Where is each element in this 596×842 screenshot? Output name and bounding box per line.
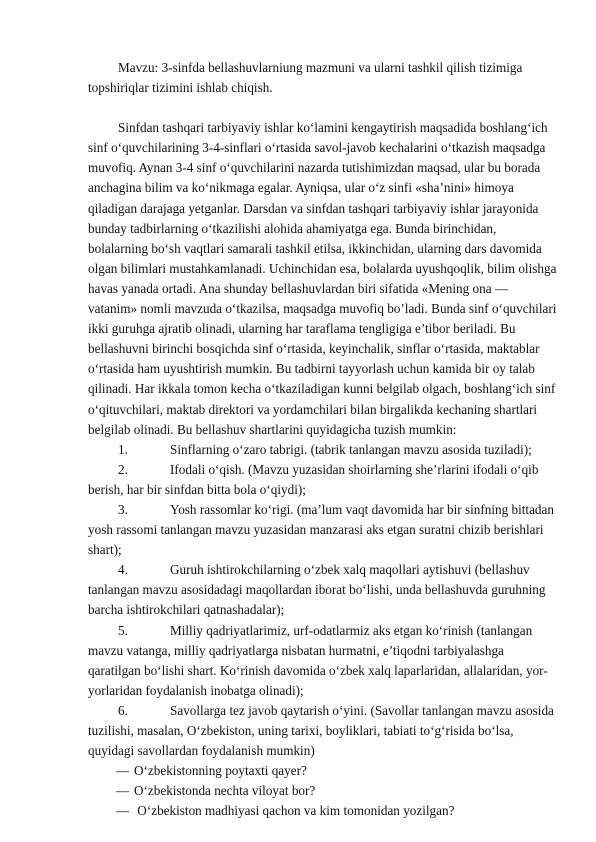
list-text: Sinflarning o‘zaro tabrigi. (tabrik tanlangan mavzu asosida tuziladi); [170, 441, 532, 457]
list-number: 3. [118, 501, 128, 517]
list-number: 2. [118, 461, 128, 477]
question-item [88, 761, 558, 781]
intro-paragraph: Sinfdan tashqari tarbiyaviy ishlar ko‘lamini kengaytirish maqsadida boshlang‘ich sinf o‘quvchilarining 3-4-sinflari o‘rtasida savol-javob kechalarini o‘tkazish maqsadga muvofiq. Aynan 3-4 sinf o‘quvchilarini nazarda tutishimizdan maqsad, ular bu borada anchagina bilim va ko‘nikmaga egalar. Ayniqsa, ular o‘z sinfi «sha’nini» himoya qiladigan darajaga yetganlar. Darsdan va sinfdan tashqari tarbiyaviy ishlar jarayonida bunday tadbirlarning o‘tkazilishi alohida ahamiyatga ega. Bunda birinchidan, bolalarning bo‘sh vaqtlari samarali tashkil etilsa, ikkinchidan, ularning dars davomida olgan bilimlari mustahkamlanadi. Uchinchidan esa, bolalarda uyushqoqlik, bilim olishga havas yanada ortadi. Ana shunday bellashuvlardan biri sifatida «Mening ona — vatanim» nomli mavzuda o‘tkazilsa, maqsadga muvofiq bo’ladi. Bunda sinf o‘quvchilari ikki guruhga ajratib olinadi, ularning har taraflama tengligiga e’tibor beriladi. Bu bellashuvni birinchi bosqichda sinf o‘rtasida, keyinchalik, sinflar o‘rtasida, maktablar o‘rtasida ham uyushtirish mumkin. Bu tadbirni tayyorlash uchun kamida bir oy talab qilinadi. Har ikkala tomon kecha o‘tkaziladigan kunni belgilab olgach, boshlang‘ich sinf o‘qituvchilari, maktab direktori va yordamchilari bilan birgalikda kechaning shartlari belgilab olinadi. Bu bellashuv shartlarini quyidagicha tuzish mumkin: [88, 120, 557, 437]
list-number: 6. [118, 702, 128, 718]
question-item [88, 801, 558, 821]
list-text: Ifodali o‘qish. (Mavzu yuzasidan shoirlarning she’rlarini ifodali o‘qib berish, har bir sinfdan bitta bola o‘qiydi); [88, 461, 539, 497]
list-item [88, 440, 558, 460]
list-number: 4. [118, 562, 128, 578]
list-item [88, 500, 558, 560]
blank-line [88, 98, 558, 118]
list-text: Yosh rassomlar ko‘rigi. (ma’lum vaqt davomida har bir sinfning bittadan yosh rassomi tanlangan mavzu yuzasidan manzarasi aks etgan suratni chizib berishlari shart); [88, 501, 554, 558]
list-item [88, 701, 558, 761]
dash-mark: — [116, 783, 130, 799]
question-item [88, 781, 558, 801]
question-text: O‘zbekistonda nechta viloyat bor? [134, 783, 316, 799]
list-item [88, 621, 558, 701]
list-text: Savollarga tez javob qaytarish o‘yini. (Savollar tanlangan mavzu asosida tuzilishi, masalan, O‘zbekiston, uning tarixi, boyliklari, tabiati to‘g‘risida bo‘lsa, quyidagi savollardan foydalanish mumkin) [88, 702, 554, 759]
list-number: 5. [118, 622, 128, 638]
list-text: Guruh ishtirokchilarning o‘zbek xalq maqollari aytishuvi (bellashuv tanlangan mavzu asosidadagi maqollardan iborat bo‘lishi, unda bellashuvda guruhning barcha ishtirokchilari qatnashadalar); [88, 562, 546, 618]
list-number: 1. [118, 441, 128, 457]
document-body [88, 58, 558, 821]
dash-mark: — [116, 803, 130, 819]
list-item [88, 560, 558, 620]
question-text: O‘zbekistonning poytaxti qayer? [134, 763, 307, 779]
list-item [88, 460, 558, 500]
document-title: Mavzu: 3-sinfda bellashuvlarniung mazmuni va ularni tashkil qilish tizimiga topshiriqlar tizimini ishlab chiqish. [88, 60, 523, 96]
list-text: Milliy qadriyatlarimiz, urf-odatlarmiz aks etgan ko‘rinish (tanlangan mavzu vatanga, milliy qadriyatlarga nisbatan hurmatni, e’tiqodni tarbiyalashga qaratilgan bo‘lishi shart. Ko‘rinish davomida o‘zbek xalq laparlaridan, allalaridan, yor-yorlaridan foydalanish inobatga olinadi); [88, 622, 548, 698]
question-text: O‘zbekiston madhiyasi qachon va kim tomonidan yozilgan? [134, 803, 455, 819]
dash-mark: — [116, 763, 130, 779]
